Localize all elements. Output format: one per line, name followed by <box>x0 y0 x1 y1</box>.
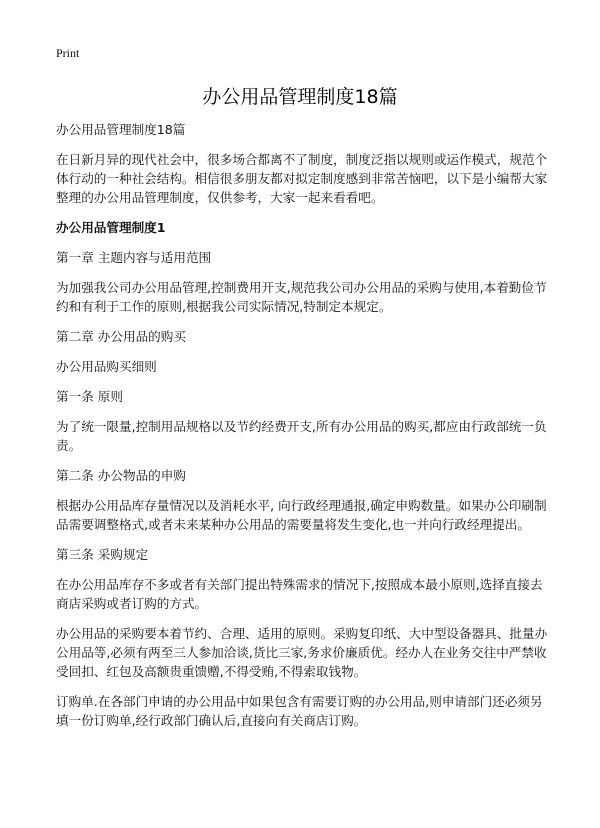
paragraph: 第二条 办公物品的申购 <box>56 468 186 483</box>
paragraph: 办公用品购买细则 <box>56 359 157 374</box>
section-heading: 办公用品管理制度1 <box>56 220 166 235</box>
article-body <box>56 120 548 741</box>
paragraph: 第一条 原则 <box>56 389 123 404</box>
paragraph: 为了统一限量,控制用品规格以及节约经费开支,所有办公用品的购买,都应由行政部统一负责。 <box>56 419 547 453</box>
paragraph: 在办公用品库存不多或者有关部门提出特殊需求的情况下,按照成本最小原则,选择直接去商店采购或者订购的方式。 <box>56 577 543 611</box>
paragraph: 在日新月异的现代社会中，很多场合都离不了制度，制度泛指以规则或运作模式，规范个体行动的一种社会结构。相信很多朋友都对拟定制度感到非常苦恼吧，以下是小编帮大家整理的办公用品管理制度，仅供参考，大家一起来看看吧。 <box>56 152 548 205</box>
paragraph: 订购单.在各部门申请的办公用品中如果包含有需要订购的办公用品,则申请部门还必须另填一份订购单,经行政部门确认后,直接向有关商店订购。 <box>56 694 543 728</box>
paragraph: 第一章 主题内容与适用范围 <box>56 250 212 265</box>
print-link[interactable]: Print <box>56 46 80 60</box>
paragraph: 办公用品的采购要本着节约、合理、适用的原则。采购复印纸、大中型设备器具、批量办公用品等,必须有两至三人参加洽谈,货比三家,务求价廉质优。经办人在业务交往中严禁收受回扣、红包及高额贵重馈赠,不得受贿,不得索取钱物。 <box>56 626 548 679</box>
paragraph: 第三条 采购规定 <box>56 547 149 562</box>
paragraph: 办公用品管理制度18篇 <box>56 122 186 137</box>
paragraph: 第二章 办公用品的购买 <box>56 329 186 344</box>
paragraph: 为加强我公司办公用品管理,控制费用开支,规范我公司办公用品的采购与使用,本着勤俭节约和有利于工作的原则,根据我公司实际情况,特制定本规定。 <box>56 280 547 314</box>
page-title: 办公用品管理制度18篇 <box>202 86 398 108</box>
paragraph: 根据办公用品库存量情况以及消耗水平, 向行政经理通报,确定申购数量。如果办公印刷制品需要调整格式,或者未来某种办公用品的需要量将发生变化,也一并向行政经理提出。 <box>56 498 547 532</box>
